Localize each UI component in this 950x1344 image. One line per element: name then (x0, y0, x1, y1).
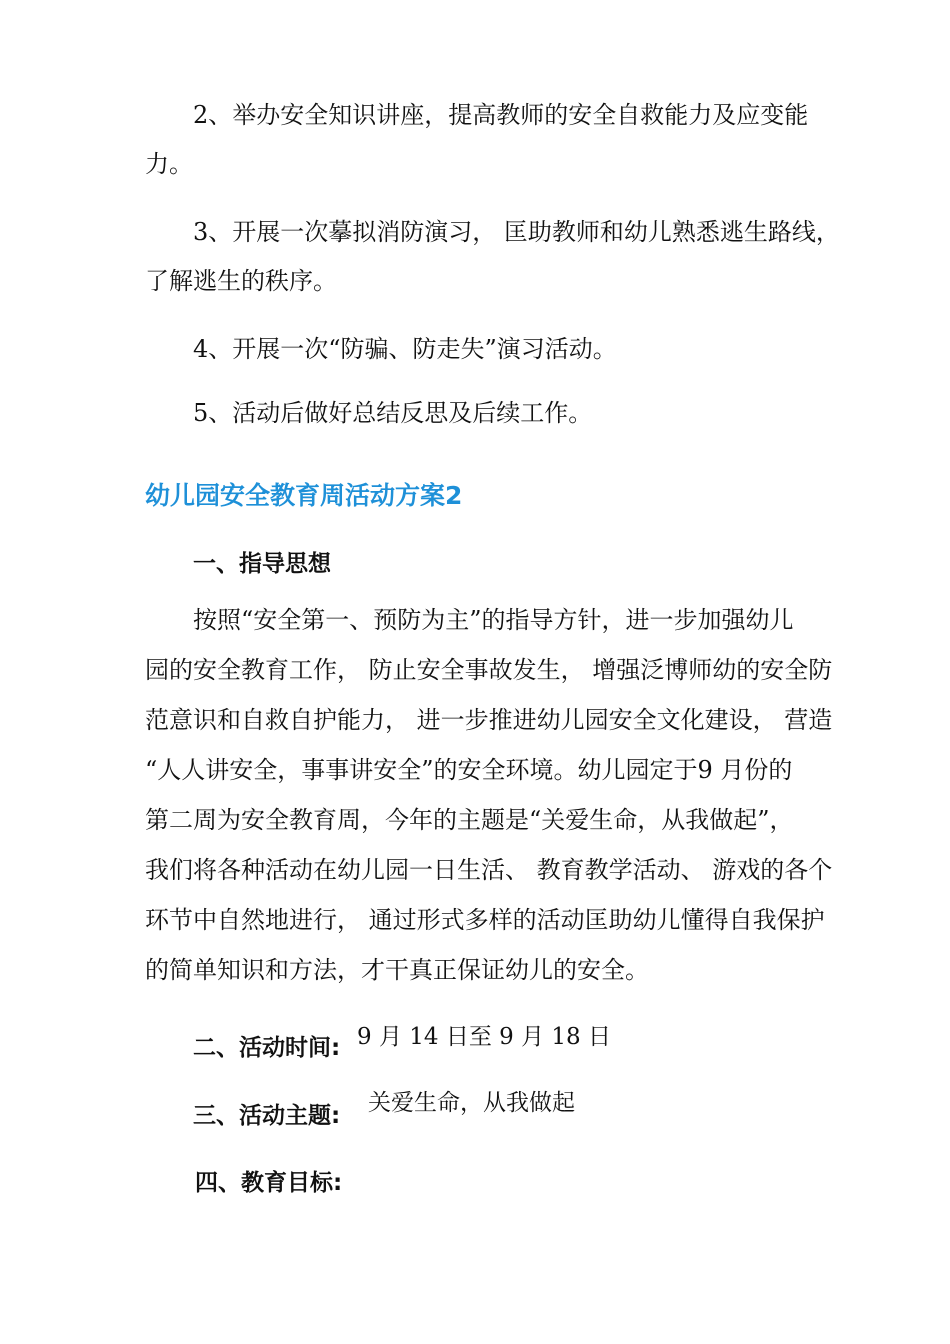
activity-time-label: 二、活动时间: (193, 1035, 341, 1061)
guide-paragraph-line-7: 环节中自然地进行， 通过形式多样的活动匡助幼儿懂得自我保护 (145, 906, 825, 934)
list-item-3-line-2: 了解逃生的秩序。 (145, 267, 337, 295)
list-item-3-line-1: 3、开展一次摹拟消防演习， 匡助教师和幼儿熟悉逃生路线， (193, 218, 840, 246)
list-item-2-line-2: 力。 (145, 150, 193, 178)
guide-paragraph-line-1: 按照“安全第一、预防为主”的指导方针，进一步加强幼儿 (193, 606, 794, 634)
list-item-4: 4、开展一次“防骗、防走失”演习活动。 (193, 335, 617, 363)
section-title: 幼儿园安全教育周活动方案2 (145, 481, 463, 510)
activity-time-value: 9 月 14 日至 9 月 18 日 (357, 1024, 611, 1050)
activity-theme-value: 关爱生命，从我做起 (368, 1090, 575, 1116)
list-item-2-line-1: 2、举办安全知识讲座，提高教师的安全自救能力及应变能 (193, 101, 809, 129)
guide-heading: 一、指导思想 (193, 551, 331, 577)
guide-paragraph-line-3: 范意识和自救自护能力， 进一步推进幼儿园安全文化建设， 营造 (145, 706, 833, 734)
guide-paragraph-line-5: 第二周为安全教育周，今年的主题是“关爱生命，从我做起”， (145, 806, 794, 834)
guide-paragraph-line-2: 园的安全教育工作， 防止安全事故发生， 增强泛博师幼的安全防 (145, 656, 833, 684)
guide-paragraph-line-4: “人人讲安全，事事讲安全”的安全环境。幼儿园定于9 月份的 (145, 756, 793, 784)
guide-paragraph-line-8: 的简单知识和方法，才干真正保证幼儿的安全。 (145, 956, 649, 984)
education-goals-heading: 四、教育目标: (195, 1170, 343, 1196)
activity-theme-label: 三、活动主题: (193, 1103, 341, 1129)
list-item-5: 5、活动后做好总结反思及后续工作。 (193, 399, 593, 427)
guide-paragraph-line-6: 我们将各种活动在幼儿园一日生活、 教育教学活动、 游戏的各个 (145, 856, 833, 884)
